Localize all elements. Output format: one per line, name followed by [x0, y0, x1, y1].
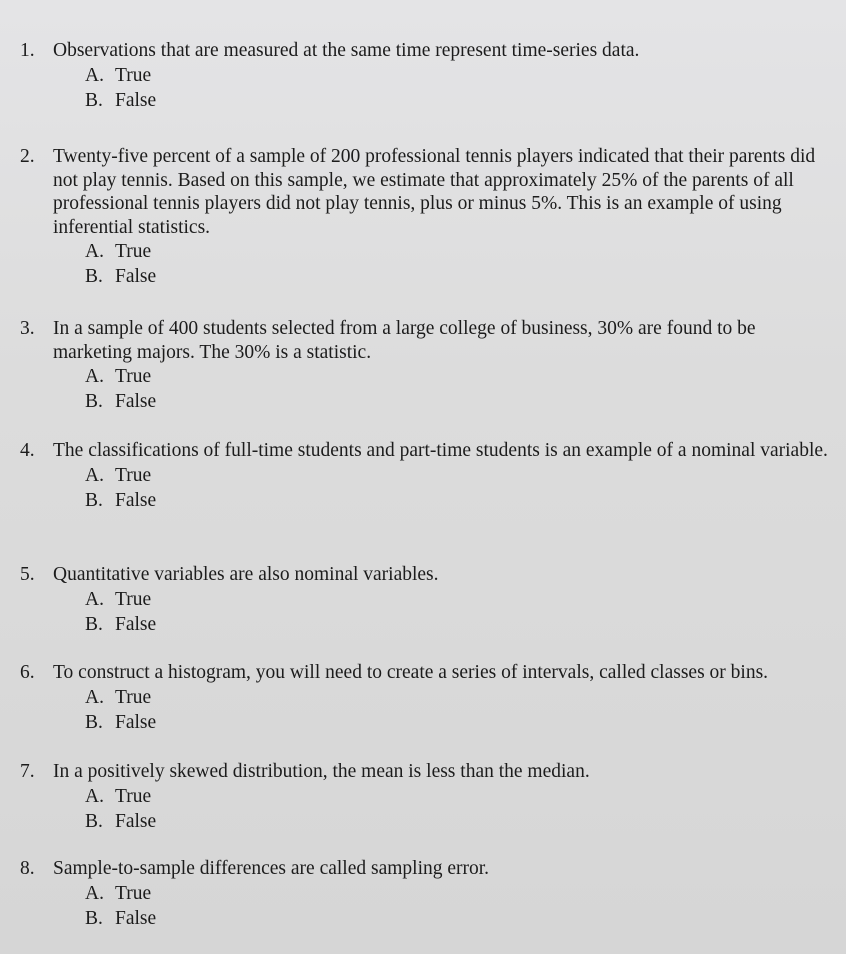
- option-a[interactable]: [85, 239, 830, 264]
- option-letter: B.: [85, 613, 103, 635]
- option-b[interactable]: [85, 906, 830, 931]
- answer-options: [85, 63, 830, 113]
- question-4: [20, 439, 830, 513]
- option-label: False: [115, 810, 157, 832]
- option-letter: B.: [85, 391, 103, 412]
- option-b[interactable]: [85, 612, 830, 637]
- question-number: 8.: [20, 858, 35, 879]
- question-6: [20, 661, 830, 735]
- option-b[interactable]: [85, 710, 830, 735]
- question-stem: [20, 317, 830, 364]
- question-text: Sample-to-sample differences are called sampling error.: [53, 858, 490, 879]
- option-a[interactable]: [85, 63, 830, 88]
- answer-options: [85, 239, 830, 289]
- question-text: Quantitative variables are also nominal variables.: [53, 564, 439, 585]
- option-label: False: [115, 711, 157, 733]
- question-5: [20, 563, 830, 637]
- option-letter: B.: [85, 489, 103, 511]
- question-number: 1.: [20, 40, 35, 61]
- option-label: True: [115, 588, 152, 610]
- option-label: True: [115, 785, 152, 807]
- question-stem: [20, 661, 830, 685]
- question-number: 2.: [20, 146, 35, 167]
- option-label: False: [115, 391, 157, 412]
- question-text: In a sample of 400 students selected from a large college of business, 30% are found to be marketing majors. The 30% is a statistic.: [53, 318, 756, 363]
- question-number: 4.: [20, 440, 35, 461]
- option-a[interactable]: [85, 685, 830, 710]
- option-label: True: [115, 882, 152, 904]
- question-number: 7.: [20, 761, 35, 782]
- option-a[interactable]: [85, 463, 830, 488]
- question-number: 5.: [20, 564, 35, 585]
- option-label: True: [115, 686, 152, 708]
- answer-options: [85, 881, 830, 931]
- answer-options: [85, 784, 830, 834]
- question-text: Observations that are measured at the same time represent time-series data.: [53, 40, 640, 61]
- option-letter: B.: [85, 89, 103, 111]
- option-letter: A.: [85, 686, 104, 708]
- question-text: To construct a histogram, you will need to create a series of intervals, called classes or bins.: [53, 662, 769, 683]
- option-label: False: [115, 907, 157, 929]
- question-7: [20, 760, 830, 834]
- option-b[interactable]: [85, 488, 830, 513]
- option-letter: B.: [85, 266, 103, 287]
- question-stem: [20, 439, 830, 463]
- option-b[interactable]: [85, 809, 830, 834]
- answer-options: [85, 587, 830, 637]
- answer-options: [85, 685, 830, 735]
- question-number: 3.: [20, 318, 35, 339]
- option-label: False: [115, 613, 157, 635]
- option-letter: B.: [85, 711, 103, 733]
- option-letter: B.: [85, 810, 103, 832]
- option-a[interactable]: [85, 784, 830, 809]
- question-text: In a positively skewed distribution, the mean is less than the median.: [53, 761, 590, 782]
- option-label: False: [115, 266, 157, 287]
- option-letter: A.: [85, 241, 104, 262]
- question-stem: [20, 760, 830, 784]
- option-a[interactable]: [85, 881, 830, 906]
- option-label: False: [115, 89, 157, 111]
- question-1: [20, 39, 830, 113]
- option-letter: A.: [85, 366, 104, 387]
- option-b[interactable]: [85, 88, 830, 113]
- question-number: 6.: [20, 662, 35, 683]
- option-b[interactable]: [85, 389, 830, 414]
- question-3: [20, 317, 830, 414]
- option-a[interactable]: [85, 364, 830, 389]
- question-2: [20, 145, 830, 289]
- question-text: Twenty-five percent of a sample of 200 professional tennis players indicated that their parents did not play tennis. Based on this sample, we estimate that approximately 25% of the parents of all professional tennis players did not play tennis, plus or minus 5%. This is an example of using inferential statistics.: [53, 146, 816, 238]
- option-label: True: [115, 241, 152, 262]
- option-letter: A.: [85, 64, 104, 86]
- question-text: The classifications of full-time students and part-time students is an example of a nominal variable.: [53, 440, 828, 461]
- option-label: True: [115, 366, 152, 387]
- option-letter: A.: [85, 785, 104, 807]
- option-letter: A.: [85, 882, 104, 904]
- option-label: True: [115, 64, 152, 86]
- option-a[interactable]: [85, 587, 830, 612]
- question-stem: [20, 39, 830, 63]
- question-8: [20, 857, 830, 931]
- option-letter: B.: [85, 907, 103, 929]
- question-stem: [20, 145, 830, 239]
- option-letter: A.: [85, 464, 104, 486]
- answer-options: [85, 364, 830, 414]
- option-label: True: [115, 464, 152, 486]
- option-b[interactable]: [85, 264, 830, 289]
- question-stem: [20, 563, 830, 587]
- option-label: False: [115, 489, 157, 511]
- answer-options: [85, 463, 830, 513]
- option-letter: A.: [85, 588, 104, 610]
- question-stem: [20, 857, 830, 881]
